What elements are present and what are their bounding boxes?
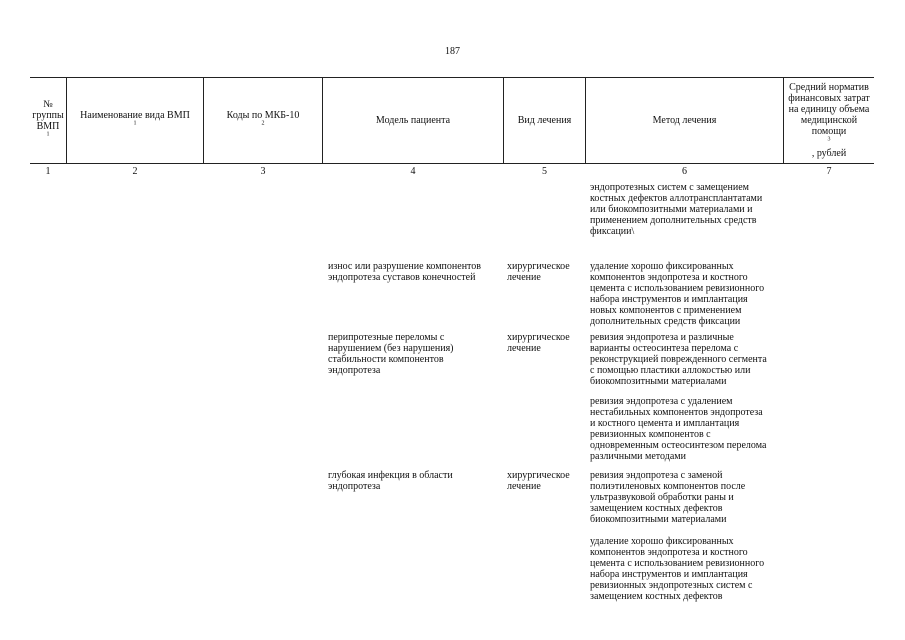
method-text: удаление хорошо фиксированных компонентов эндопротеза и костного цемента с использованием ревизионного набора инструментов и имплантация новых компонентов с применением дополнительных средств фиксации (590, 261, 765, 327)
column-header-cost-norm: Средний норматив финансовых затрат на единицу объема медицинской помощи $^3$ , рублей (788, 82, 870, 159)
treatment-type-text: хирургическое лечение (507, 332, 570, 354)
column-number: 6 (682, 166, 687, 177)
page-number: 187 (445, 46, 460, 57)
method-text: ревизия эндопротеза и различные варианты остеосинтеза перелома с реконструкцией поврежденного сегмента с помощью пластики аллокостью или биокомпозитными материалами (590, 332, 767, 387)
method-text-continued: эндопротезных систем с замещением костных дефектов аллотрансплантатами или биокомпозитными материалами и применением дополнительных средств фиксации\ (590, 182, 763, 237)
column-number: 3 (260, 166, 266, 177)
patient-model-text: износ или разрушение компонентов эндопротеза суставов конечностей (328, 261, 482, 283)
treatment-type-text: хирургическое лечение (507, 470, 570, 492)
treatment-type-text: хирургическое лечение (507, 261, 570, 283)
column-header-group: № группы ВМП $^1$ (32, 98, 64, 138)
patient-model-text: глубокая инфекция в области эндопротеза (328, 470, 453, 492)
patient-model-text: перипротезные переломы с нарушением (без нарушения) стабильности компонентов эндопротеза (328, 332, 454, 376)
column-header-vmp-name: Наименование вида ВМП $^1$ (80, 109, 190, 127)
method-text: удаление хорошо фиксированных компонентов эндопротеза и костного цемента с использованием ревизионного набора инструментов и имплантация ревизионных эндопротезных систем с замещением костных дефектов (590, 536, 765, 602)
column-number: 1 (45, 166, 51, 177)
column-header-treatment-method: Метод лечения (652, 115, 717, 126)
column-number: 5 (542, 166, 547, 177)
column-number: 2 (132, 166, 138, 177)
method-text: ревизия эндопротеза с удалением нестабильных компонентов эндопротеза и костного цемента и имплантация ревизионных компонентов с одновременным остеосинтезом перелома различными методами (590, 396, 767, 462)
column-number: 4 (410, 166, 416, 177)
method-text: ревизия эндопротеза с заменой полиэтиленовых компонентов после ультразвуковой обработки раны и замещением костных дефектов биокомпозитными материалами (590, 470, 746, 525)
column-header-treatment-type: Вид лечения (517, 115, 572, 126)
column-header-patient-model: Модель пациента (375, 115, 451, 126)
column-header-mkb-codes: Коды по МКБ-10 $^2$ (226, 109, 300, 127)
header-bottom-rule (30, 163, 874, 164)
column-number: 7 (826, 166, 832, 177)
